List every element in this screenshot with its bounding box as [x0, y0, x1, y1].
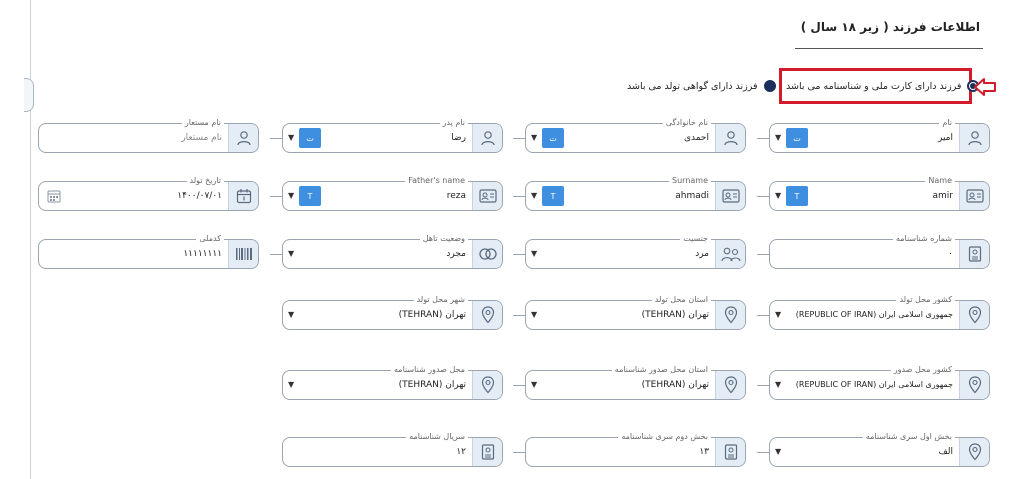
birth-country-select[interactable] — [769, 295, 990, 330]
location-pin-icon — [959, 371, 989, 399]
first-name-fa-field[interactable] — [769, 118, 990, 153]
field-value[interactable]: ۱۳ — [699, 447, 709, 457]
field-label: نام خانوادگی — [663, 117, 711, 129]
dropdown-arrow-icon[interactable]: ▼ — [288, 249, 295, 258]
document-icon — [715, 438, 745, 466]
calendar-icon — [228, 182, 258, 210]
field-value[interactable]: ۱۲ — [456, 447, 466, 457]
user-icon — [959, 124, 989, 152]
dropdown-arrow-icon[interactable]: ▼ — [288, 310, 295, 319]
field-connector — [513, 138, 525, 139]
dropdown-arrow-icon[interactable]: ▼ — [531, 133, 538, 142]
birth-date-field[interactable] — [38, 176, 259, 211]
field-connector — [757, 315, 769, 316]
first-name-en-field[interactable] — [769, 176, 990, 211]
keyboard-toggle-button[interactable]: T — [786, 186, 808, 206]
gender-select[interactable] — [525, 234, 746, 269]
issue-province-select[interactable] — [525, 365, 746, 400]
field-value[interactable]: احمدی — [683, 133, 709, 143]
field-connector — [513, 385, 525, 386]
field-label: بخش دوم سری شناسنامه — [618, 431, 711, 443]
field-value[interactable]: ۱۴۰۰/۰۷/۰۱ — [177, 191, 222, 201]
field-connector — [757, 452, 769, 453]
alias-name-field[interactable] — [38, 118, 259, 153]
field-label: نام — [939, 117, 955, 129]
field-label: Father's name — [405, 175, 468, 187]
birth-city-select[interactable] — [282, 295, 503, 330]
field-connector — [270, 254, 282, 255]
dropdown-arrow-icon[interactable]: ▼ — [775, 191, 782, 200]
radio-label: فرزند دارای کارت ملی و شناسنامه می باشد — [786, 80, 962, 92]
user-icon — [228, 124, 258, 152]
issue-place-select[interactable] — [282, 365, 503, 400]
issue-country-select[interactable] — [769, 365, 990, 400]
field-value[interactable]: ۰ — [948, 249, 953, 259]
field-connector — [513, 452, 525, 453]
arrow-left-icon — [973, 77, 997, 97]
field-placeholder[interactable]: نام مستعار — [181, 133, 222, 143]
national-code-field[interactable] — [38, 234, 259, 269]
keyboard-toggle-button[interactable]: ت — [299, 128, 321, 148]
field-value[interactable]: amir — [932, 191, 953, 201]
field-value[interactable]: ۱۱۱۱۱۱۱۱ — [183, 249, 222, 259]
field-value[interactable]: تهران (TEHRAN) — [641, 380, 709, 390]
id-card-icon — [715, 182, 745, 210]
field-value[interactable]: مجرد — [446, 249, 466, 259]
keyboard-toggle-button[interactable]: ت — [786, 128, 808, 148]
keyboard-toggle-button[interactable]: T — [542, 186, 564, 206]
keyboard-toggle-button[interactable]: T — [299, 186, 321, 206]
field-label: استان محل صدور شناسنامه — [612, 364, 711, 376]
dropdown-arrow-icon[interactable]: ▼ — [531, 191, 538, 200]
id-card-icon — [959, 182, 989, 210]
user-icon — [472, 124, 502, 152]
field-label: Name — [925, 175, 955, 187]
rings-icon — [472, 240, 502, 268]
field-label: کدملی — [196, 233, 224, 245]
content-left-border — [30, 0, 31, 479]
field-value[interactable]: جمهوری اسلامی ایران (REPUBLIC OF IRAN) — [795, 310, 953, 319]
field-value[interactable]: الف — [938, 447, 953, 457]
father-name-fa-field[interactable] — [282, 118, 503, 153]
location-pin-icon — [472, 371, 502, 399]
document-icon — [959, 240, 989, 268]
location-pin-icon — [959, 301, 989, 329]
dropdown-arrow-icon[interactable]: ▼ — [775, 310, 782, 319]
field-value[interactable]: جمهوری اسلامی ایران (REPUBLIC OF IRAN) — [795, 380, 953, 389]
location-pin-icon — [959, 438, 989, 466]
field-label: بخش اول سری شناسنامه — [863, 431, 955, 443]
section-title: اطلاعات فرزند ( زیر ۱۸ سال ) — [800, 20, 980, 34]
last-name-en-field[interactable] — [525, 176, 746, 211]
field-label: سریال شناسنامه — [406, 431, 468, 443]
radio-label: فرزند دارای گواهی تولد می باشد — [627, 80, 758, 92]
serial-part1-select[interactable] — [769, 432, 990, 467]
field-connector — [270, 138, 282, 139]
sidebar-collapse-handle[interactable] — [24, 78, 34, 112]
gender-icon — [715, 240, 745, 268]
dropdown-arrow-icon[interactable]: ▼ — [288, 380, 295, 389]
field-value[interactable]: رضا — [451, 133, 466, 143]
id-card-icon — [472, 182, 502, 210]
field-connector — [270, 196, 282, 197]
field-label: محل صدور شناسنامه — [391, 364, 468, 376]
birth-province-select[interactable] — [525, 295, 746, 330]
field-label: شهر محل تولد — [414, 294, 468, 306]
field-label: شماره شناسنامه — [893, 233, 955, 245]
field-connector — [757, 138, 769, 139]
section-title-underline — [795, 48, 983, 49]
dropdown-arrow-icon[interactable]: ▼ — [775, 447, 782, 456]
field-label: جنسیت — [680, 233, 711, 245]
user-icon — [715, 124, 745, 152]
dropdown-arrow-icon[interactable]: ▼ — [531, 249, 538, 258]
field-connector — [513, 196, 525, 197]
location-pin-icon — [472, 301, 502, 329]
field-connector — [513, 315, 525, 316]
field-value[interactable]: تهران (TEHRAN) — [398, 310, 466, 320]
location-pin-icon — [715, 301, 745, 329]
dropdown-arrow-icon[interactable]: ▼ — [531, 310, 538, 319]
dropdown-arrow-icon[interactable]: ▼ — [775, 133, 782, 142]
barcode-icon — [228, 240, 258, 268]
field-value[interactable]: ahmadi — [675, 191, 709, 201]
field-value[interactable]: مرد — [695, 249, 709, 259]
field-label: استان محل تولد — [652, 294, 711, 306]
field-label: تاریخ تولد — [187, 175, 224, 187]
field-label: کشور محل صدور — [891, 364, 955, 376]
location-pin-icon — [715, 371, 745, 399]
field-label: نام پدر — [440, 117, 468, 129]
dropdown-arrow-icon[interactable]: ▼ — [531, 380, 538, 389]
keyboard-toggle-button[interactable]: ت — [542, 128, 564, 148]
radio-option-birth-certificate[interactable] — [627, 80, 776, 92]
id-number-field[interactable] — [769, 234, 990, 269]
field-label: کشور محل تولد — [896, 294, 955, 306]
field-label: وضعیت تاهل — [420, 233, 468, 245]
field-label: Surname — [669, 175, 711, 187]
field-label: نام مستعار — [182, 117, 224, 129]
field-connector — [757, 385, 769, 386]
document-icon — [472, 438, 502, 466]
field-value[interactable]: تهران (TEHRAN) — [398, 380, 466, 390]
field-connector — [757, 196, 769, 197]
date-picker-icon[interactable] — [47, 189, 61, 203]
field-connector — [513, 254, 525, 255]
father-name-en-field[interactable] — [282, 176, 503, 211]
marital-status-select[interactable] — [282, 234, 503, 269]
serial-part2-field[interactable] — [525, 432, 746, 467]
radio-option-national-card[interactable] — [786, 80, 979, 92]
last-name-fa-field[interactable] — [525, 118, 746, 153]
dropdown-arrow-icon[interactable]: ▼ — [288, 133, 295, 142]
dropdown-arrow-icon[interactable]: ▼ — [288, 191, 295, 200]
field-value[interactable]: امیر — [937, 133, 953, 143]
radio-unselected-icon[interactable] — [764, 80, 776, 92]
dropdown-arrow-icon[interactable]: ▼ — [775, 380, 782, 389]
field-connector — [757, 254, 769, 255]
field-value[interactable]: تهران (TEHRAN) — [641, 310, 709, 320]
field-value[interactable]: reza — [446, 191, 466, 201]
serial-number-field[interactable] — [282, 432, 503, 467]
